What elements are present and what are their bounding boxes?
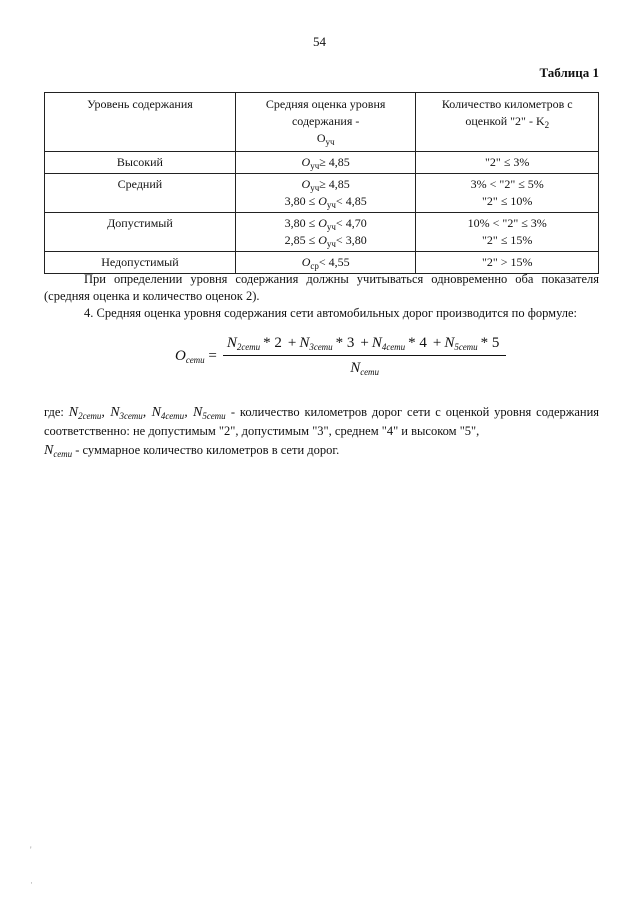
cell-level: Недопустимый bbox=[45, 252, 236, 274]
condition-symbol-sub: уч bbox=[326, 200, 336, 210]
where-prefix: где: bbox=[44, 405, 64, 419]
condition-symbol: О bbox=[318, 216, 327, 230]
condition-bound: < 4,55 bbox=[318, 255, 350, 269]
formula-term-sub: 4сети bbox=[381, 342, 406, 352]
formula-term-sub: 5сети bbox=[454, 342, 478, 352]
header-average-symbol: $О_{уч}$ bbox=[316, 131, 335, 147]
km-condition: 10% < "2" ≤ 3% bbox=[467, 216, 547, 230]
formula-term-sub: 2сети bbox=[236, 342, 261, 352]
condition-lower-bound: 3,80 ≤ bbox=[284, 194, 319, 208]
condition-symbol-sub: ср bbox=[310, 261, 319, 271]
formula-numerator bbox=[223, 335, 507, 356]
where-var-symbol: N bbox=[151, 405, 161, 420]
where-var-symbol: N bbox=[68, 405, 79, 420]
page-number: 54 bbox=[313, 34, 326, 49]
formula-term-multiplier: * 4 bbox=[408, 335, 427, 351]
where-var-sub: 2сети bbox=[78, 411, 102, 421]
formula-term-multiplier: * 5 bbox=[480, 335, 500, 351]
condition-symbol-sub: уч bbox=[326, 239, 336, 249]
where-text1: - количество километров дорог сети с оценкой уровня содержания соответственно: не допустимым "2", допустимым "3", среднем "4" и высоком "5", bbox=[44, 405, 600, 438]
formula-plus: + bbox=[287, 335, 297, 351]
maintenance-levels-table bbox=[44, 92, 599, 274]
condition-symbol: О bbox=[301, 177, 311, 191]
where-var-symbol: N bbox=[192, 405, 203, 420]
where-text2: - суммарное количество километров в сети дорог. bbox=[75, 443, 340, 457]
table-row bbox=[45, 213, 599, 252]
formula-term-symbol: N bbox=[299, 335, 310, 351]
average-condition bbox=[240, 232, 412, 249]
condition-symbol: О bbox=[301, 255, 311, 269]
cell-average-score bbox=[235, 152, 416, 174]
condition-symbol: О bbox=[318, 194, 327, 208]
cell-level: Допустимый bbox=[45, 213, 236, 252]
formula-term-symbol: N bbox=[226, 335, 237, 351]
where-total-symbol: $N_{сети}$ bbox=[44, 443, 73, 459]
condition-bound: ≥ 4,85 bbox=[319, 177, 350, 191]
condition-lower-bound: 3,80 ≤ bbox=[284, 216, 319, 230]
table-header-row bbox=[45, 93, 599, 152]
formula-lhs: $О_{сети}$ = bbox=[175, 347, 217, 365]
formula-term-sub: 3сети bbox=[309, 342, 333, 352]
condition-symbol-sub: уч bbox=[310, 183, 320, 193]
average-condition bbox=[240, 215, 412, 232]
where-var-sub: 3сети bbox=[119, 411, 143, 421]
km-condition: "2" > 15% bbox=[481, 255, 533, 269]
table-row bbox=[45, 152, 599, 174]
where-var-separator: , bbox=[101, 405, 105, 420]
condition-symbol: О bbox=[301, 155, 311, 169]
condition-bound: ≥ 4,85 bbox=[319, 155, 350, 169]
formula-fraction bbox=[223, 335, 507, 377]
cell-km-count bbox=[416, 152, 599, 174]
header-level: Уровень содержания bbox=[45, 93, 236, 152]
cell-average-score bbox=[235, 213, 416, 252]
scan-mark: ' bbox=[30, 845, 32, 855]
where-var-separator: , bbox=[184, 405, 188, 420]
cell-average-score bbox=[235, 174, 416, 213]
km-condition: 3% < "2" ≤ 5% bbox=[470, 177, 544, 191]
table-caption: Таблица 1 bbox=[539, 65, 599, 80]
km-condition: "2" ≤ 10% bbox=[482, 194, 533, 208]
condition-bound: < 4,85 bbox=[335, 194, 367, 208]
where-var-symbol: N bbox=[110, 405, 120, 420]
network-average-formula bbox=[175, 335, 506, 377]
header-average-line2: содержания - bbox=[291, 114, 360, 128]
condition-symbol-sub: уч bbox=[326, 222, 336, 232]
condition-symbol-sub: уч bbox=[310, 161, 320, 171]
formula-denominator: $N_{сети}$ bbox=[350, 360, 379, 377]
formula-plus: + bbox=[360, 335, 369, 351]
formula-term-multiplier: * 3 bbox=[335, 335, 355, 351]
condition-bound: < 4,70 bbox=[335, 216, 367, 230]
header-average-score bbox=[235, 93, 416, 152]
formula-term-multiplier: * 2 bbox=[263, 335, 282, 351]
formula-term-symbol: N bbox=[371, 335, 382, 351]
paragraph-network-formula: 4. Средняя оценка уровня содержания сети автомобильных дорог производится по формуле: bbox=[84, 306, 578, 320]
formula-term-symbol: N bbox=[444, 335, 455, 351]
where-var-separator: , bbox=[142, 405, 147, 420]
condition-symbol: О bbox=[318, 233, 327, 247]
average-condition bbox=[240, 254, 412, 271]
header-km-line1: Количество километров с bbox=[441, 97, 573, 111]
average-condition bbox=[240, 176, 412, 193]
cell-level: Средний bbox=[45, 174, 236, 213]
table-row bbox=[45, 174, 599, 213]
where-var-sub: 5сети bbox=[202, 411, 226, 421]
formula-legend bbox=[44, 403, 599, 460]
average-condition bbox=[240, 154, 412, 171]
km-condition: "2" ≤ 15% bbox=[482, 233, 533, 247]
km-condition: "2" ≤ 3% bbox=[485, 155, 530, 169]
where-var-sub: 4сети bbox=[160, 411, 185, 421]
condition-bound: < 3,80 bbox=[335, 233, 367, 247]
scan-mark: · bbox=[30, 878, 33, 888]
paragraph-indicators: При определении уровня содержания должны учитываться одновременно оба показателя (средняя оценка и количество оценок 2). bbox=[44, 272, 599, 303]
cell-km-count bbox=[416, 213, 599, 252]
cell-km-count bbox=[416, 174, 599, 213]
formula-plus: + bbox=[432, 335, 442, 351]
header-km-line2: оценкой "2" - $K_2$ bbox=[465, 114, 550, 130]
where-variables bbox=[69, 405, 231, 420]
cell-level: Высокий bbox=[45, 152, 236, 174]
average-condition bbox=[240, 193, 412, 210]
condition-lower-bound: 2,85 ≤ bbox=[284, 233, 319, 247]
header-km-count bbox=[416, 93, 599, 152]
header-average-line1: Средняя оценка уровня bbox=[265, 97, 386, 111]
